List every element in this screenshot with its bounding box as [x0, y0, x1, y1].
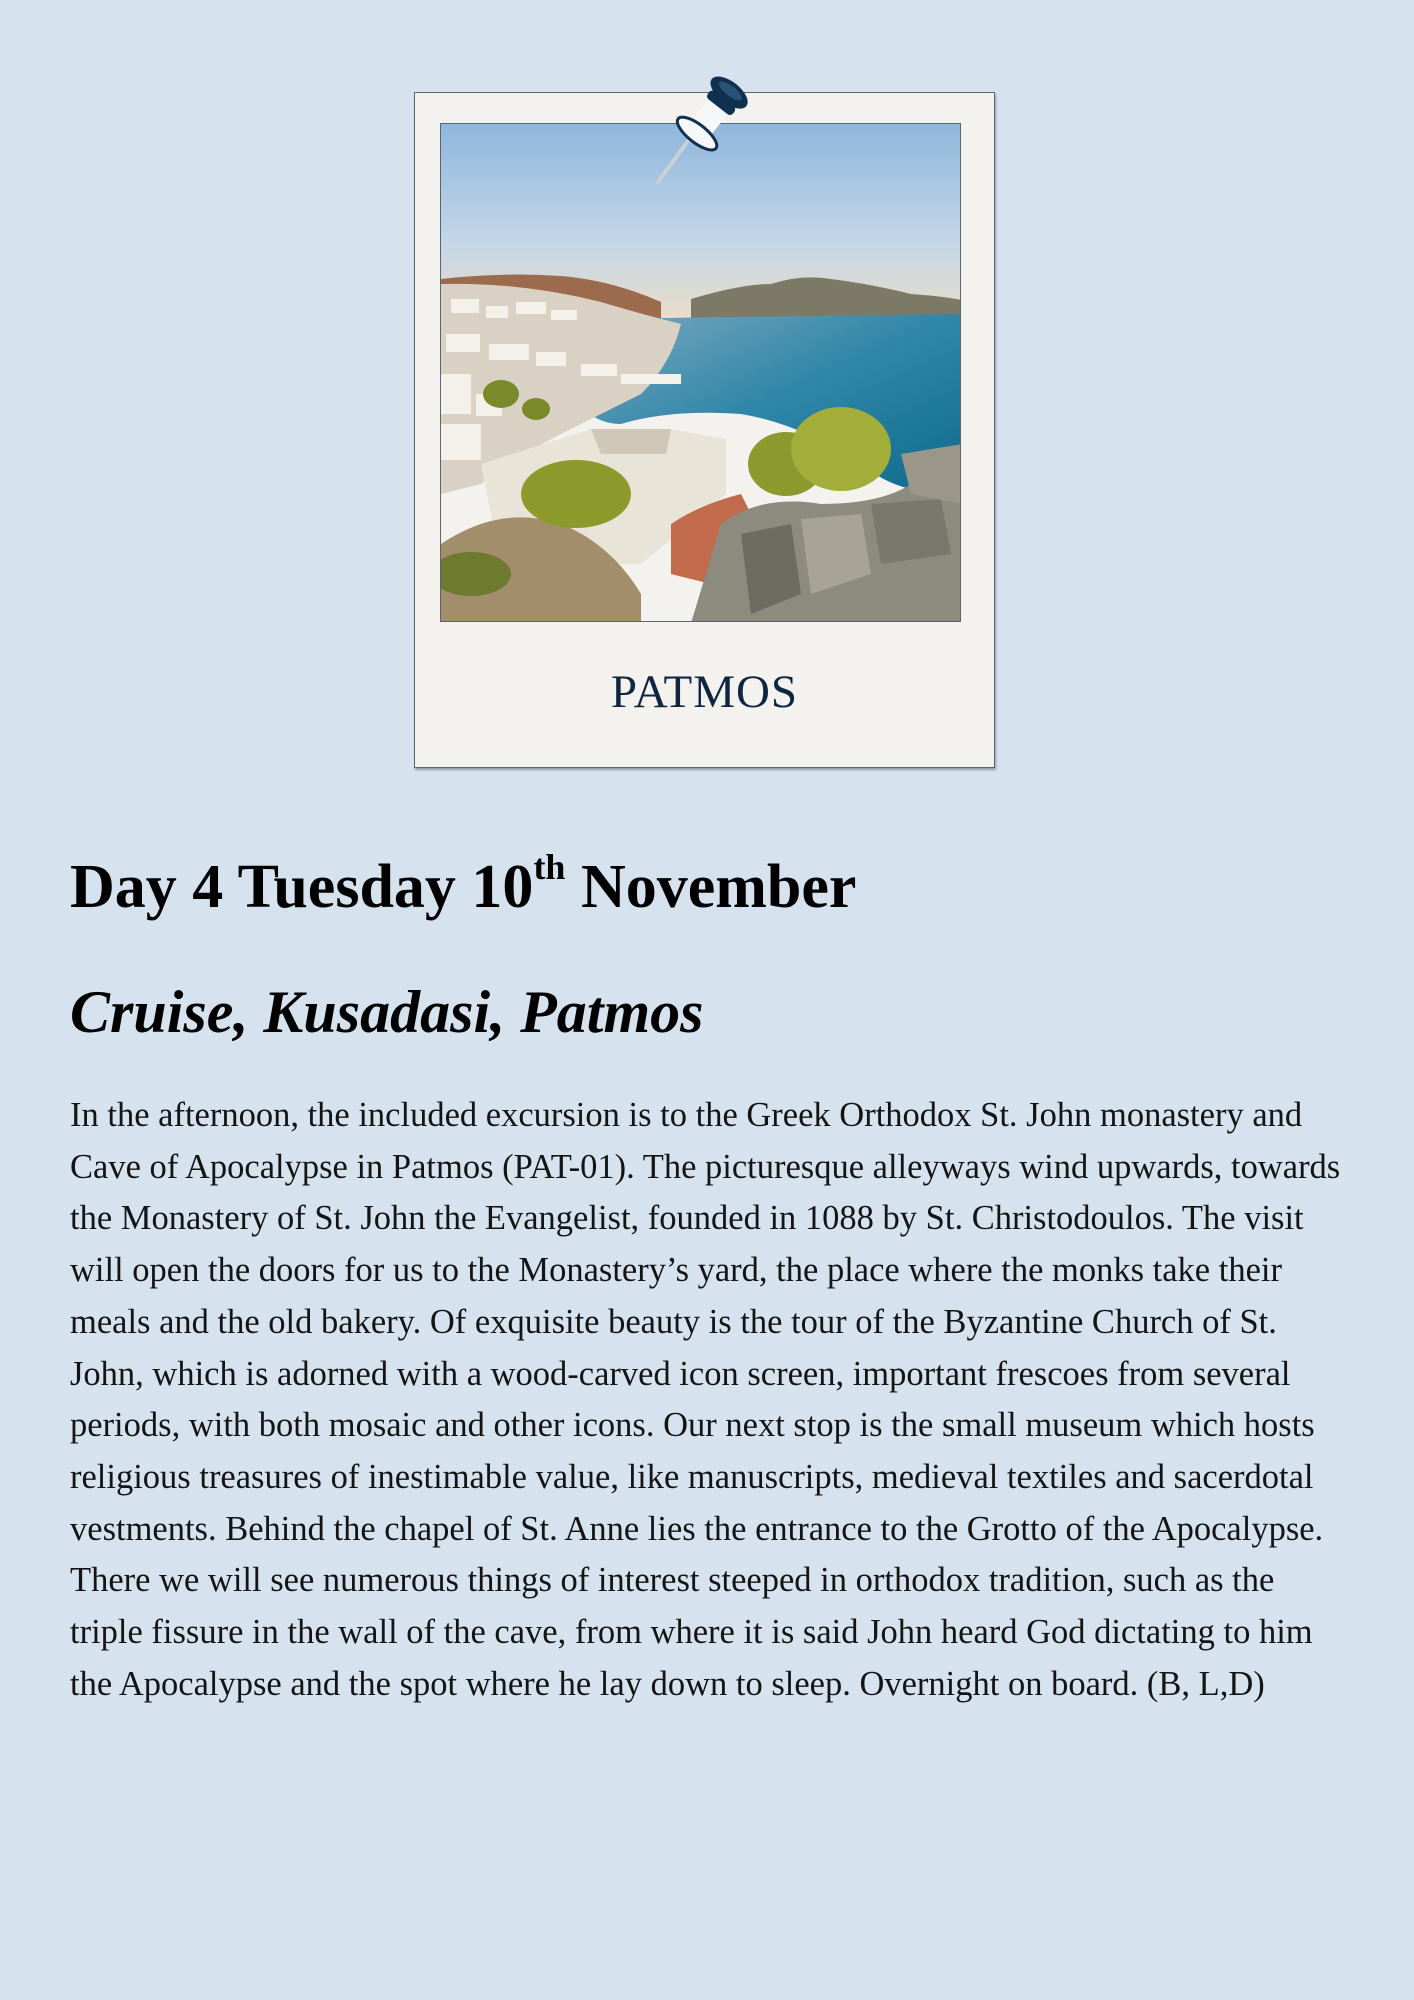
route-subtitle: Cruise, Kusadasi, Patmos: [70, 979, 704, 1045]
push-pin-icon: [640, 72, 770, 192]
patmos-harbor-photo: [440, 123, 961, 622]
day-heading: [70, 847, 857, 923]
photo-caption: PATMOS: [610, 666, 799, 718]
day-ordinal-suffix: th: [533, 847, 566, 888]
day-heading-month: November: [565, 853, 857, 921]
itinerary-description: In the afternoon, the included excursion is to the Greek Orthodox St. John monastery and Cave of Apocalypse in Patmos (PAT-01). The picturesque alleyways wind upwards, towards the Monastery of St. John the Evangelist, founded in 1088 by St. Christodoulos. The visit will open the doors for us to the Monastery’s yard, the place where the monks take their meals and the old bakery. Of exquisite beauty is the tour of the Byzantine Church of St. John, which is adorned with a wood-carved icon screen, important frescoes from several periods, with both mosaic and other icons. Our next stop is the small museum which hosts religious treasures of inestimable value, like manuscripts, medieval textiles and sacerdotal vestments. Behind the chapel of St. Anne lies the entrance to the Grotto of the Apocalypse. There we will see numerous things of interest steeped in orthodox tradition, such as the triple fissure in the wall of the cave, from where it is said John heard God dictating to him the Apocalypse and the spot where he lay down to sleep. Overnight on board. (B, L,D): [70, 1096, 1341, 1703]
day-heading-prefix: Day 4 Tuesday 10: [70, 853, 534, 921]
photo-card: [414, 92, 995, 768]
